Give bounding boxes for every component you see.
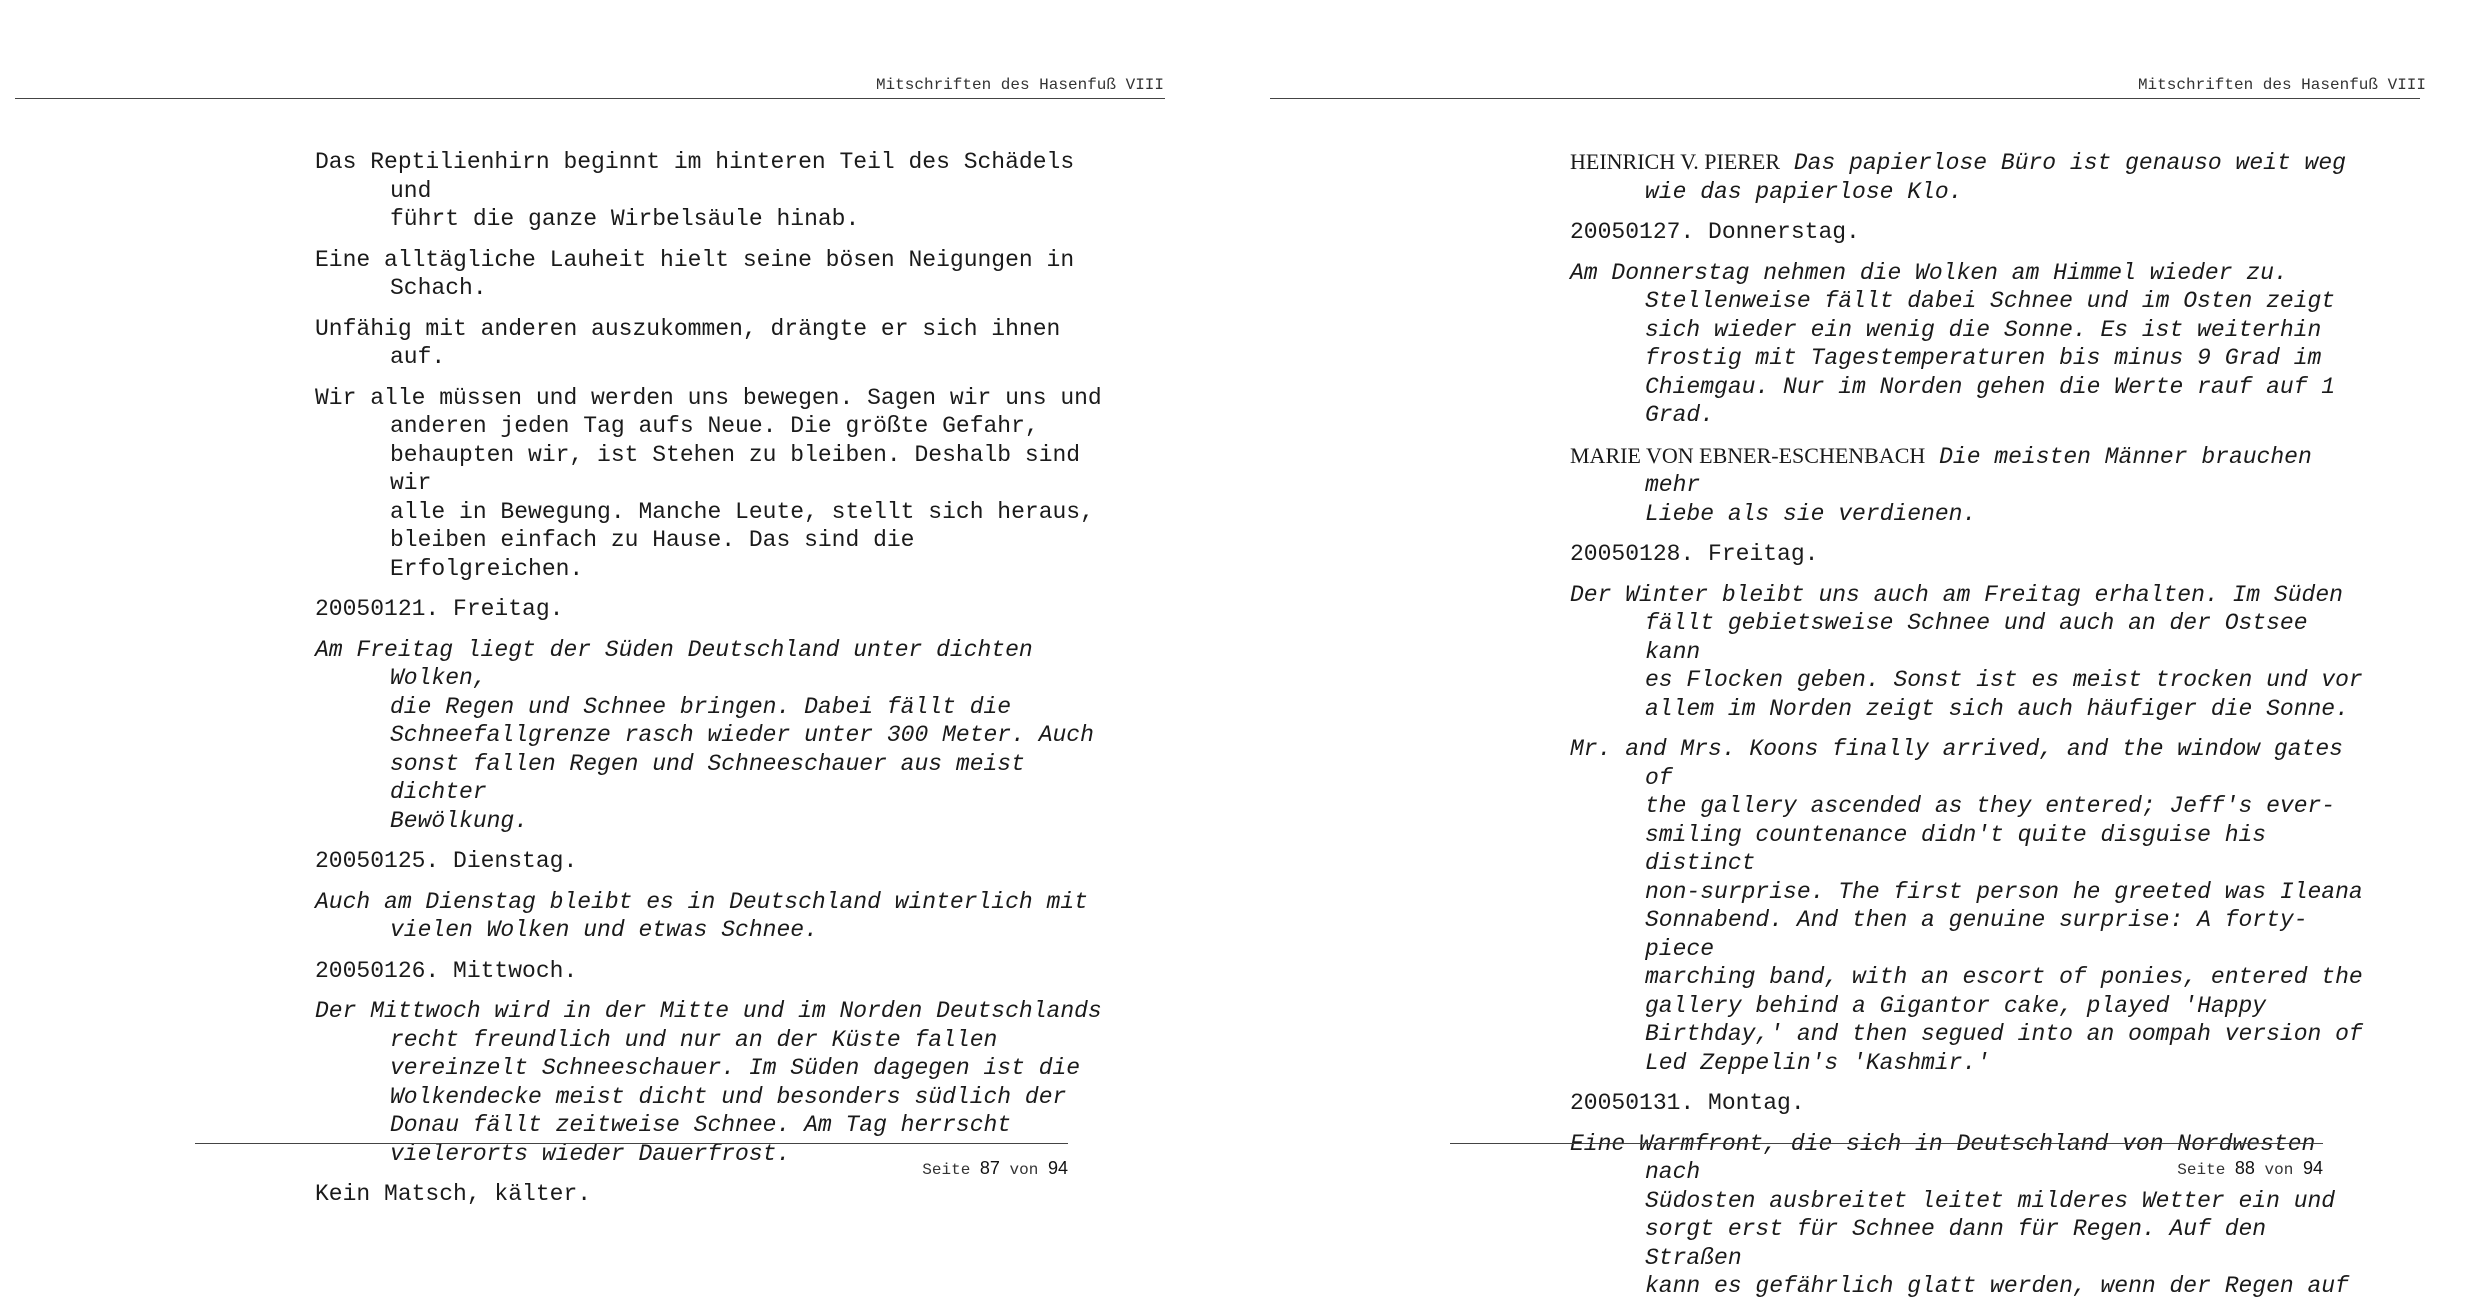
date-entry: 20050125. Dienstag. — [315, 848, 578, 874]
paragraph-bewegung: Wir alle müssen und werden uns bewegen. Sagen wir uns und anderen jeden Tag aufs Neue. Die größte Gefahr, behaupten wir, ist Stehen zu bleiben. Deshalb sind wir alle in Bewegung. Manche Leute, stellt sich heraus, bleiben einfach zu Hause. Das sind die Erfolgreichen. — [315, 384, 1102, 582]
weather-report: Am Freitag liegt der Süden Deutschland unter dichten Wolken, die Regen und Schnee bringen. Dabei fällt die Schneefallgrenze rasch wieder unter 300 Meter. Auch sonst fallen Regen und Schneeschauer aus meist dichter Bewölkung. — [315, 636, 1094, 834]
page-number: 87 — [979, 1158, 1000, 1178]
paragraph-reptilienhirn: Das Reptilienhirn beginnt im hinteren Teil des Schädels und führt die ganze Wirbelsäule hinab. — [315, 149, 1075, 232]
quote-pierer — [1570, 148, 2370, 206]
page-footer — [922, 1158, 1068, 1179]
page-number: 88 — [2234, 1158, 2255, 1178]
footer-seite-label: Seite — [922, 1161, 971, 1179]
date-entry: 20050131. Montag. — [1570, 1090, 1805, 1116]
page-footer — [2177, 1158, 2323, 1179]
running-header: Mitschriften des Hasenfuß VIII — [2137, 76, 2426, 94]
page-body — [315, 148, 1115, 1221]
paragraph-koons: Mr. and Mrs. Koons finally arrived, and the window gates of the gallery ascended as they entered; Jeff's ever- smiling countenance didn't quite disguise his distinct non-surprise. The first person he greeted was Ileana Sonnabend. And then a genuine surprise: A forty-piece marching band, with an escort of ponies, entered the gallery behind a Gigantor cake, played 'Happy Birthday,' and then segued into an oompah version of Led Zeppelin's 'Kashmir.' — [1570, 736, 2363, 1076]
left-page — [0, 0, 1240, 1240]
footer-rule — [195, 1143, 1068, 1144]
paragraph-unfaehig: Unfähig mit anderen auszukommen, drängte er sich ihnen auf. — [315, 315, 1061, 370]
quote-text: Die meisten Männer brauchen mehr Liebe als sie verdienen. — [1645, 443, 2312, 527]
footer-von-label: von — [2264, 1161, 2294, 1179]
footer-seite-label: Seite — [2177, 1161, 2226, 1179]
page-body — [1570, 148, 2370, 1313]
date-entry: 20050128. Freitag. — [1570, 541, 1819, 567]
right-page — [1240, 0, 2480, 1299]
paragraph-matsch: Kein Matsch, kälter. — [315, 1181, 592, 1207]
header-rule — [1270, 98, 2420, 99]
quote-speaker: MARIE VON EBNER-ESCHENBACH — [1570, 442, 1926, 468]
date-entry: 20050121. Freitag. — [315, 596, 564, 622]
weather-report: Eine Warmfront, die sich in Deutschland von Nordwesten nach Südosten ausbreitet leitet milderes Wetter ein und sorgt erst für Schnee dann für Regen. Auf den Straßen kann es gefährlich glatt werden, wenn der Regen auf — [1570, 1130, 2349, 1299]
date-entry: 20050127. Donnerstag. — [1570, 219, 1860, 245]
weather-report: Der Winter bleibt uns auch am Freitag erhalten. Im Süden fällt gebietsweise Schnee und auch an der Ostsee kann es Flocken geben. Sonst ist es meist trocken und vor allem im Norden zeigt sich auch häufiger die Sonne. — [1570, 581, 2363, 722]
weather-report: Der Mittwoch wird in der Mitte und im Norden Deutschlands recht freundlich und nur an der Küste fallen vereinzelt Schneeschauer. Im Süden dagegen ist die Wolkendecke meist dicht und besonders südlich der Donau fällt zeitweise Schnee. Am Tag herrscht vielerorts wieder Dauerfrost. — [315, 998, 1102, 1167]
running-header: Mitschriften des Hasenfuß VIII — [875, 76, 1164, 94]
total-pages: 94 — [2302, 1158, 2323, 1178]
weather-report: Auch am Dienstag bleibt es in Deutschland winterlich mit vielen Wolken und etwas Schnee. — [315, 888, 1088, 943]
header-rule — [15, 98, 1165, 99]
quote-ebner-eschenbach — [1570, 442, 2370, 529]
weather-report: Am Donnerstag nehmen die Wolken am Himmel wieder zu. Stellenweise fällt dabei Schnee und im Osten zeigt sich wieder ein wenig die Sonne. Es ist weiterhin frostig mit Tagestemperaturen bis minus 9 Grad im Chiemgau. Nur im Norden gehen die Werte rauf auf 1 Grad. — [1570, 259, 2336, 428]
total-pages: 94 — [1047, 1158, 1068, 1178]
date-entry: 20050126. Mittwoch. — [315, 957, 578, 984]
footer-von-label: von — [1009, 1161, 1039, 1179]
paragraph-lauheit: Eine alltägliche Lauheit hielt seine bösen Neigungen in Schach. — [315, 246, 1075, 301]
quote-speaker: HEINRICH V. PIERER — [1570, 149, 1781, 174]
quote-text: Das papierlose Büro ist genauso weit weg wie das papierlose Klo. — [1645, 150, 2346, 205]
footer-rule — [1450, 1143, 2323, 1144]
